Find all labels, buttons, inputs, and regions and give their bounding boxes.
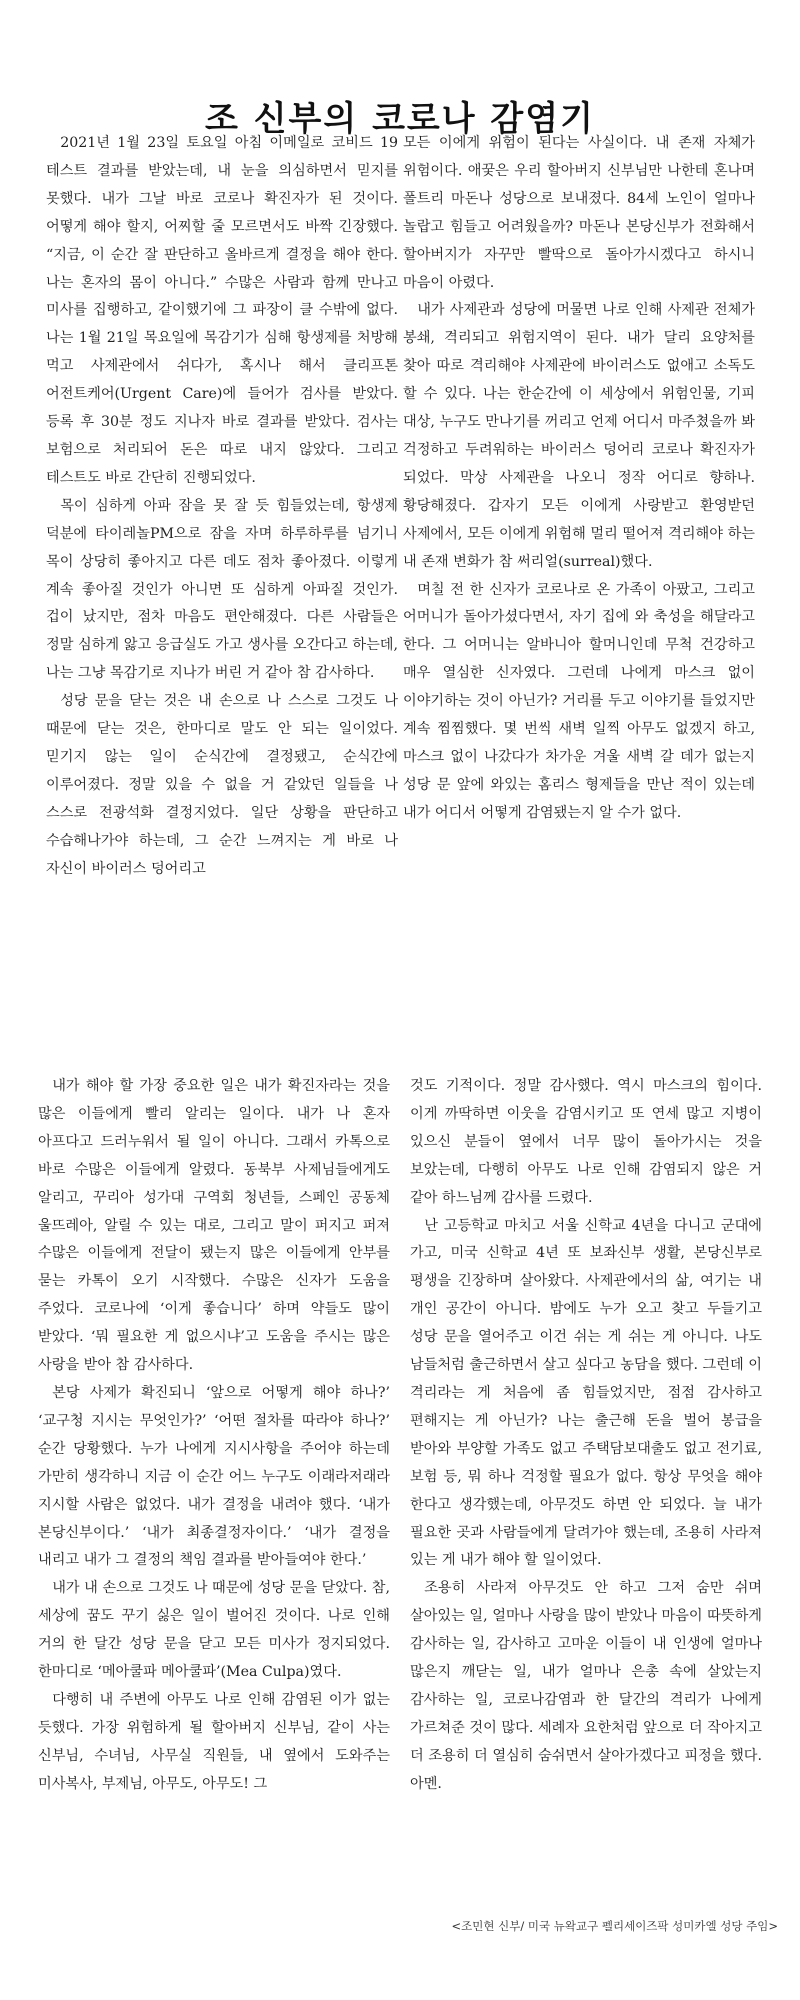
paragraph: 내가 해야 할 가장 중요한 일은 내가 확진자라는 것을 많은 이들에게 빨리 알리는 일이다. 내가 나 혼자 아프다고 드러누워서 될 일이 아니다. 그래서 카톡으로 바로 수많은 이들에게 알렸다. 동북부 사제님들에게도 알리고, 꾸리아 성가대 구역회 청년들, 스페인 공동체 울뜨레아, 알릴 수 있는 대로, 그리고 말이 퍼지고 퍼져 수많은 이들에게 전달이 됐는지 많은 이들에게 안부를 묻는 카톡이 오기 시작했다. 수많은 신자가 도움을 주었다. 코로나에 ‘이게 좋습니다’ 하며 약들도 많이 받았다. ‘뭐 필요한 게 없으시냐’고 도움을 주시는 많은 사랑을 받아 참 감사하다. bbox=[38, 1078, 390, 1374]
paragraph: 다행히 내 주변에 아무도 나로 인해 감염된 이가 없는 듯했다. 가장 위험하게 될 할아버지 신부님, 같이 사는 신부님, 수녀님, 사무실 직원들, 내 옆에서 도와주는 미사복사, 부제님, 아무도, 아무도! 그 bbox=[38, 1691, 390, 1792]
paragraph: 모든 이에게 위험이 된다는 사실이다. 내 존재 자체가 위험이다. 애꿎은 우리 할아버지 신부님만 나한테 혼나며 폴트리 마돈나 성당으로 보내졌다. 84세 노인이 얼마나 놀랍고 힘들고 어려웠을까? 마돈나 본당신부가 전화해서 할아버지가 자꾸만 빨딱으로 돌아가시겠다고 하시니 마음이 아렸다. bbox=[403, 135, 755, 291]
section2-left-column bbox=[38, 1073, 390, 1933]
section1-right-column bbox=[403, 130, 755, 980]
paragraph: 조용히 사라져 아무것도 안 하고 그저 숨만 쉬며 살아있는 일, 얼마나 사랑을 많이 받았나 마음이 따뜻하게 감사하는 일, 감사하고 고마운 이들이 내 인생에 얼마나 많은지 깨닫는 일, 내가 얼마나 은총 속에 살았는지 감사하는 일, 코로나감염과 한 달간의 격리가 나에게 가르쳐준 것이 많다. 세례자 요한처럼 앞으로 더 작아지고 더 조용히 더 열심히 숨쉬면서 살아가겠다고 피정을 했다. 아멘. bbox=[410, 1580, 762, 1792]
paragraph: 난 고등학교 마치고 서울 신학교 4년을 다니고 군대에 가고, 미국 신학교 4년 또 보좌신부 생활, 본당신부로 평생을 긴장하며 살아왔다. 사제관에서의 삶, 여기는 내 개인 공간이 아니다. 밤에도 누가 오고 찾고 두들기고 성당 문을 열어주고 이건 쉬는 게 쉬는 게 아니다. 나도 남들처럼 출근하면서 살고 싶다고 농담을 했다. 그런데 이 격리라는 게 처음에 좀 힘들었지만, 점점 감사하고 편해지는 게 아닌가? 나는 출근해 돈을 벌어 봉급을 받아와 부양할 가족도 없고 주택담보대출도 없고 전기료, 보험 등, 뭐 하나 걱정할 필요가 없다. 항상 무엇을 해야 한다고 생각했는데, 아무것도 하면 안 되었다. 늘 내가 필요한 곳과 사람들에게 달려가야 했는데, 조용히 사라져 있는 게 내가 해야 할 일이었다. bbox=[410, 1217, 762, 1569]
paragraph: 내가 내 손으로 그것도 나 때문에 성당 문을 닫았다. 참, 세상에 꿈도 꾸기 싫은 일이 벌어진 것이다. 나로 인해 거의 한 달간 성당 문을 닫고 모든 미사가 정지되었다. 한마디로 ‘메아쿨파 메아쿨파’(Mea Culpa)였다. bbox=[38, 1580, 390, 1681]
paragraph: 것도 기적이다. 정말 감사했다. 역시 마스크의 힘이다. 이게 까딱하면 이웃을 감염시키고 또 연세 많고 지병이 있으신 분들이 옆에서 너무 많이 돌아가시는 것을 보았는데, 다행히 아무도 나로 인해 감염되지 않은 거 같아 하느님께 감사를 드렸다. bbox=[410, 1078, 762, 1206]
paragraph: 본당 사제가 확진되니 ‘앞으로 어떻게 해야 하나?’ ‘교구청 지시는 무엇인가?’ ‘어떤 절차를 따라야 하나?’ 순간 당황했다. 누가 나에게 지시사항을 주어야 하는데 가만히 생각하니 지금 이 순간 어느 누구도 이래라저래라 지시할 사람은 없었다. 내가 결정을 내려야 했다. ‘내가 본당신부이다.’ ‘내가 최종결정자이다.’ ‘내가 결정을 내리고 내가 그 결정의 책임 결과를 받아들여야 한다.’ bbox=[38, 1384, 390, 1569]
paragraph: 성당 문을 닫는 것은 내 손으로 나 스스로 그것도 나 때문에 닫는 것은, 한마디로 말도 안 되는 일이었다. 믿기지 않는 일이 순식간에 결정됐고, 순식간에 이루어졌다. 정말 있을 수 없을 거 같았던 일들을 나 스스로 전광석화 결정지었다. 일단 상황을 판단하고 수습해나가야 하는데, 그 순간 느껴지는 게 바로 나 자신이 바이러스 덩어리고 bbox=[46, 693, 398, 877]
paragraph: 며칠 전 한 신자가 코로나로 온 가족이 아팠고, 그리고 어머니가 돌아가셨다면서, 자기 집에 와 축성을 해달라고 한다. 그 어머니는 알바니아 할머니인데 무척 건강하고 매우 열심한 신자였다. 그런데 나에게 마스크 없이 이야기하는 것이 아닌가? 거리를 두고 이야기를 들었지만 계속 찜찜했다. 몇 번씩 새벽 일찍 아무도 없겠지 하고, 마스크 없이 나갔다가 차가운 겨울 새벽 갈 데가 없는지 성당 문 앞에 와있는 홈리스 형제들을 만난 적이 있는데 내가 어디서 어떻게 감염됐는지 알 수가 없다. bbox=[403, 581, 755, 821]
section2-right-column bbox=[410, 1073, 762, 1918]
paragraph: 목이 심하게 아파 잠을 못 잘 듯 힘들었는데, 항생제 덕분에 타이레놀PM으로 잠을 자며 하루하루를 넘기니 목이 상당히 좋아지고 다른 데도 점차 좋아졌다. 이렇게 계속 좋아질 것인가 아니면 또 심하게 아파질 것인가. 겁이 났지만, 점차 마음도 편안해졌다. 다른 사람들은 정말 심하게 앓고 응급실도 가고 생사를 오간다고 하는데, 나는 그냥 목감기로 지나가 버린 거 같아 참 감사하다. bbox=[46, 497, 398, 682]
article-title: 조 신부의 코로나 감염기 bbox=[205, 98, 595, 139]
paragraph: 2021년 1월 23일 토요일 아침 이메일로 코비드 19 테스트 결과를 받았는데, 내 눈을 의심하면서 믿지를 못했다. 내가 그날 바로 코로나 확진자가 된 것이다. 어떻게 해야 할지, 어찌할 줄 모르면서도 바짝 긴장했다. “지금, 이 순간 잘 판단하고 올바르게 결정을 해야 한다. 나는 혼자의 몸이 아니다.” 수많은 사람과 함께 만나고 미사를 집행하고, 같이했기에 그 파장이 클 수밖에 없다. 나는 1월 21일 목요일에 목감기가 심해 항생제를 처방해 먹고 사제관에서 쉬다가, 혹시나 해서 클리프톤 어전트케어(Urgent Care)에 들어가 검사를 받았다. 등록 후 30분 정도 지나자 바로 결과를 받았다. 검사는 보험으로 처리되어 돈은 따로 내지 않았다. 그리고 테스트도 바로 간단히 진행되었다. bbox=[46, 135, 398, 486]
author-byline: <조민현 신부/ 미국 뉴왁교구 펠리세이즈팍 성미카엘 성당 주임> bbox=[451, 1919, 778, 1933]
paragraph: 내가 사제관과 성당에 머물면 나로 인해 사제관 전체가 봉쇄, 격리되고 위험지역이 된다. 내가 달리 요양처를 찾아 따로 격리해야 사제관에 바이러스도 없애고 소독도 할 수 있다. 나는 한순간에 이 세상에서 위험인물, 기피 대상, 누구도 만나기를 꺼리고 언제 어디서 마주쳤을까 봐 걱정하고 두려워하는 바이러스 덩어리 코로나 확진자가 되었다. 막상 사제관을 나오니 정작 어디로 향하나. 황당해졌다. 갑자기 모든 이에게 사랑받고 환영받던 사제에서, 모든 이에게 위험해 멀리 떨어져 격리해야 하는 내 존재 변화가 참 써리얼(surreal)했다. bbox=[403, 302, 755, 570]
section1-left-column bbox=[46, 130, 398, 980]
